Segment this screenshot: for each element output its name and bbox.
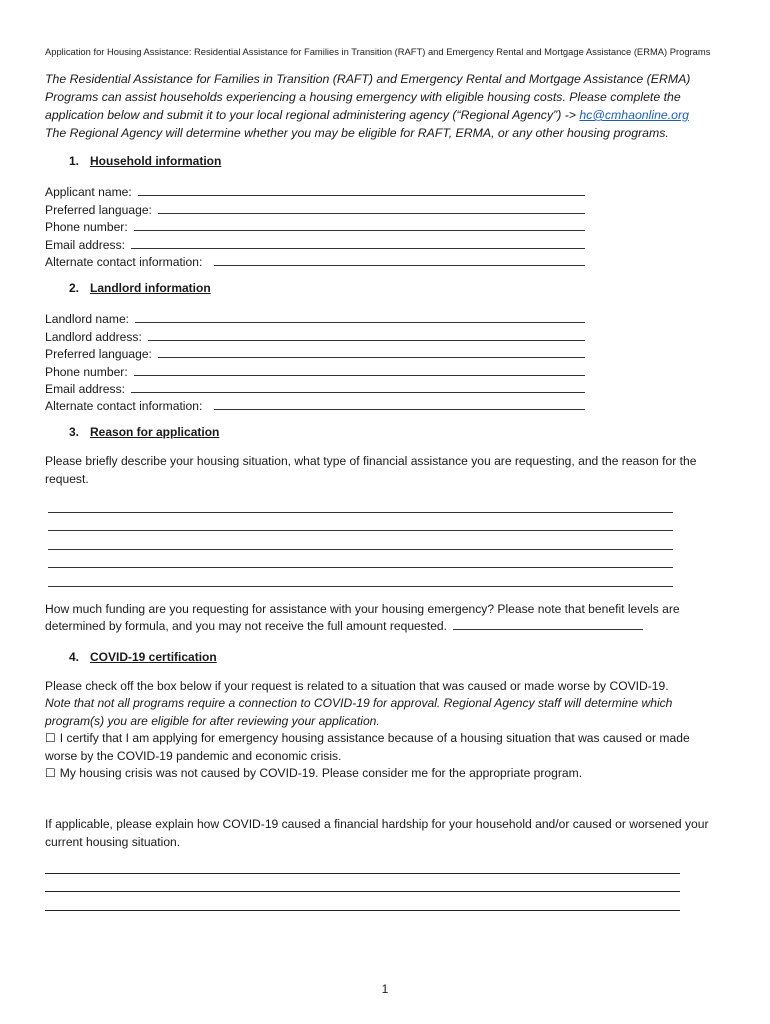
form-page	[45, 44, 725, 911]
landlord-phone-field[interactable]: Phone number:	[45, 361, 585, 378]
section-reason-title	[69, 425, 725, 439]
email-address-field[interactable]: Email address:	[45, 234, 585, 251]
answer-line[interactable]	[48, 494, 673, 513]
section-household-title	[69, 154, 725, 168]
checkbox-icon[interactable]: ☐	[45, 731, 56, 746]
section-label: Reason for application	[90, 425, 220, 440]
applicant-name-field[interactable]: Applicant name:	[45, 182, 585, 199]
answer-line[interactable]	[45, 855, 680, 874]
intro-text-2: The Regional Agency will determine whether you may be eligible for RAFT, ERMA, or any other housing programs.	[45, 126, 669, 140]
email-address-line[interactable]	[131, 247, 585, 249]
answer-line[interactable]	[48, 513, 673, 532]
agency-email-link[interactable]: hc@cmhaonline.org	[579, 108, 689, 122]
answer-line[interactable]	[48, 568, 673, 587]
section-label: Landlord information	[90, 280, 211, 295]
section-number: 2.	[69, 280, 80, 295]
landlord-alternate-contact-field[interactable]: Alternate contact information:	[45, 396, 585, 413]
alternate-contact-line[interactable]	[214, 264, 585, 266]
section-number: 1.	[69, 154, 80, 168]
answer-line[interactable]	[48, 531, 673, 550]
section-landlord-title	[69, 281, 725, 295]
preferred-language-line[interactable]	[158, 212, 585, 214]
section-covid-title	[69, 650, 725, 664]
covid-instruction: Please check off the box below if your request is related to a situation that was caused or made worse by COVID-19.	[45, 678, 669, 693]
landlord-language-field[interactable]: Preferred language:	[45, 344, 585, 361]
landlord-email-line[interactable]	[131, 391, 585, 393]
phone-number-line[interactable]	[134, 229, 585, 231]
section-number: 4.	[69, 649, 80, 664]
section-number: 3.	[69, 425, 80, 440]
intro-paragraph	[45, 70, 725, 142]
landlord-phone-line[interactable]	[134, 374, 585, 376]
covid-note: Note that not all programs require a connection to COVID-19 for approval. Regional Agency staff will determine which program(s) you are eligible for after reviewing your application.	[45, 696, 673, 728]
section-label: COVID-19 certification	[90, 649, 217, 664]
landlord-email-field[interactable]: Email address:	[45, 379, 585, 396]
reason-answer-lines[interactable]	[48, 494, 673, 587]
phone-number-field[interactable]: Phone number:	[45, 217, 585, 234]
landlord-address-line[interactable]	[148, 339, 585, 341]
landlord-language-line[interactable]	[158, 356, 585, 358]
document-header: Application for Housing Assistance: Residential Assistance for Families in Transition (RAFT) and Emergency Rental and Mortgage Assistance (ERMA) Programs	[45, 46, 711, 57]
applicant-name-line[interactable]	[138, 194, 585, 196]
covid-explain-prompt: If applicable, please explain how COVID-19 caused a financial hardship for your household and/or caused or worsened your current housing situation.	[45, 817, 709, 849]
checkbox-icon[interactable]: ☐	[45, 765, 56, 780]
landlord-name-line[interactable]	[135, 321, 585, 323]
landlord-fields	[45, 309, 725, 413]
landlord-name-field[interactable]: Landlord name:	[45, 309, 585, 326]
landlord-alternate-contact-line[interactable]	[214, 408, 585, 410]
preferred-language-field[interactable]: Preferred language:	[45, 199, 585, 216]
covid-answer-lines[interactable]	[45, 855, 680, 911]
funding-prompt: How much funding are you requesting for assistance with your housing emergency? Please note that benefit levels are determined by formula, and you may not receive the full amount requested.	[45, 602, 680, 634]
funding-amount-line[interactable]	[453, 619, 643, 630]
alternate-contact-field[interactable]: Alternate contact information:	[45, 252, 585, 269]
page-number: 1	[381, 982, 389, 996]
answer-line[interactable]	[45, 892, 680, 911]
answer-line[interactable]	[48, 550, 673, 569]
household-fields	[45, 182, 725, 269]
covid-option-not-caused[interactable]: ☐ My housing crisis was not caused by COVID-19. Please consider me for the appropriate program.	[45, 765, 583, 780]
landlord-address-field[interactable]: Landlord address:	[45, 326, 585, 343]
section-label: Household information	[90, 154, 222, 168]
answer-line[interactable]	[45, 874, 680, 893]
reason-prompt: Please briefly describe your housing situation, what type of financial assistance you are requesting, and the reason for the request.	[45, 454, 697, 486]
covid-option-certify[interactable]: ☐ I certify that I am applying for emergency housing assistance because of a housing situation that was caused or made worse by the COVID-19 pandemic and economic crisis.	[45, 731, 690, 763]
intro-text: The Residential Assistance for Families in Transition (RAFT) and Emergency Rental and Mortgage Assistance (ERMA) Programs can assist households experiencing a housing emergency with eligible housing costs. Please complete the application below and submit it to your local regional administering agency (“Regional Agency”) ->	[45, 72, 691, 122]
